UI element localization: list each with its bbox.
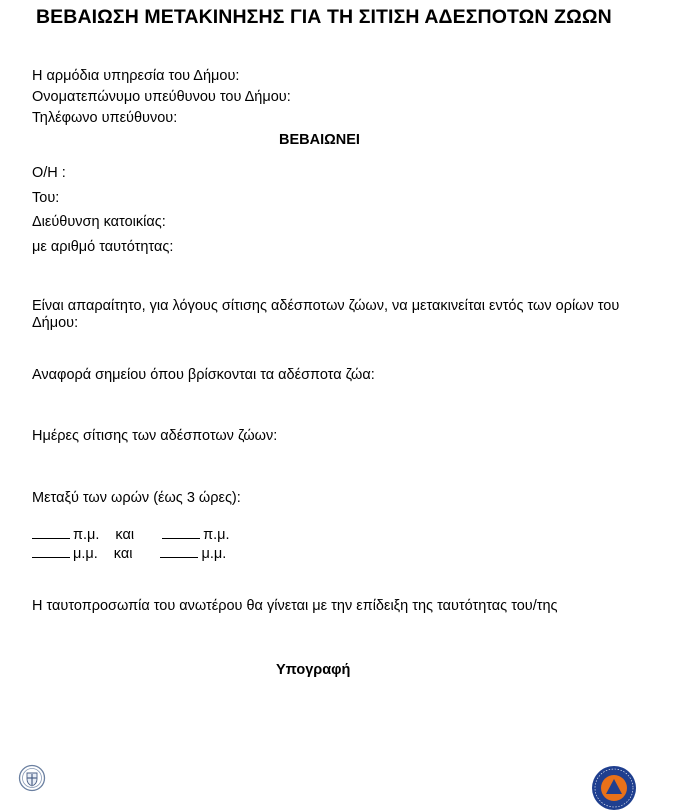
time-row-pm — [32, 545, 226, 562]
statement-line-2: Δήμου: — [32, 315, 79, 331]
service-label: Η αρμόδια υπηρεσία του Δήμου: — [32, 68, 240, 84]
person-name-label: Ο/Η : — [32, 165, 66, 181]
identity-note: Η ταυτοπροσωπία του ανωτέρου θα γίνεται με την επίδειξη της ταυτότητας του/της — [32, 598, 558, 614]
id-number-label: με αριθμό ταυτότητας: — [32, 239, 174, 255]
location-label: Αναφορά σημείου όπου βρίσκονται τα αδέσποτα ζώα: — [32, 367, 375, 383]
time-connector: και — [113, 546, 133, 562]
end-time-suffix: μ.μ. — [201, 546, 227, 562]
start-time-blank[interactable] — [32, 526, 70, 539]
statement-line-1: Είναι απαραίτητο, για λόγους σίτισης αδέσποτων ζώων, να μετακινείται εντός των ορίων του — [32, 298, 620, 314]
start-time-suffix: μ.μ. — [73, 546, 98, 562]
person-father-label: Του: — [32, 190, 60, 206]
end-time-blank[interactable] — [162, 526, 200, 539]
start-time-blank[interactable] — [32, 545, 70, 558]
address-label: Διεύθυνση κατοικίας: — [32, 214, 166, 230]
responsible-name-label: Ονοματεπώνυμο υπεύθυνου του Δήμου: — [32, 89, 291, 105]
greek-coat-of-arms-icon — [18, 764, 46, 792]
days-label: Ημέρες σίτισης των αδέσποτων ζώων: — [32, 428, 278, 444]
time-row-am — [32, 526, 230, 543]
hours-label: Μεταξύ των ωρών (έως 3 ώρες): — [32, 490, 241, 506]
civil-protection-emblem-icon — [591, 765, 637, 811]
responsible-phone-label: Τηλέφωνο υπεύθυνου: — [32, 110, 178, 126]
end-time-blank[interactable] — [160, 545, 198, 558]
document-title: ΒΕΒΑΙΩΣΗ ΜΕΤΑΚΙΝΗΣΗΣ ΓΙΑ ΤΗ ΣΙΤΙΣΗ ΑΔΕΣΠΟΤΩΝ ΖΩΩΝ — [36, 6, 612, 28]
end-time-suffix: π.μ. — [203, 527, 230, 543]
signature-label: Υπογραφή — [276, 662, 351, 678]
time-connector: και — [115, 527, 135, 543]
start-time-suffix: π.μ. — [73, 527, 100, 543]
certifies-heading: ΒΕΒΑΙΩΝΕΙ — [279, 132, 360, 148]
